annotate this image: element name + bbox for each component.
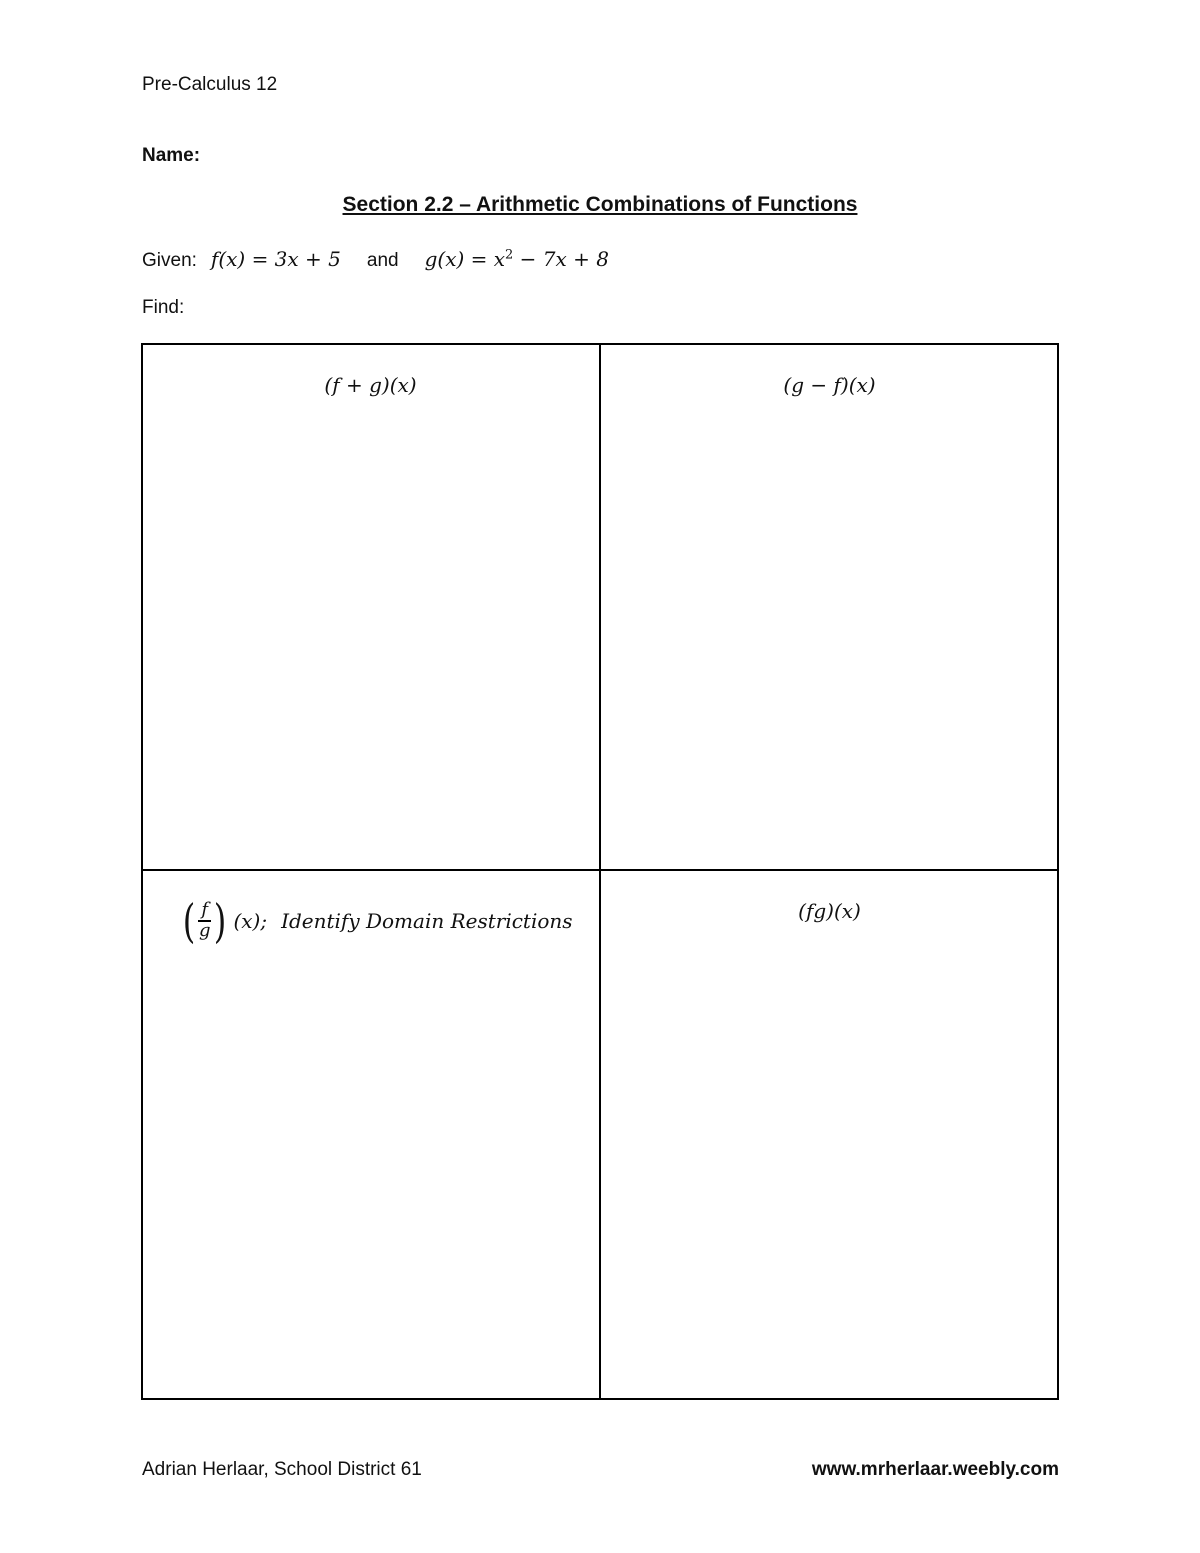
footer-author: Adrian Herlaar, School District 61 bbox=[142, 1459, 422, 1480]
domain-restrictions-note: Identify Domain Restrictions bbox=[281, 909, 573, 933]
quotient-denominator: g bbox=[198, 920, 211, 941]
find-label: Find: bbox=[142, 297, 185, 318]
quotient-close-paren: ) bbox=[214, 894, 227, 948]
grid-vertical-divider bbox=[599, 343, 601, 1400]
cell-difference-label: (g − f)(x) bbox=[783, 373, 876, 397]
f-definition: f(x) = 3x + 5 bbox=[210, 247, 341, 271]
quotient-numerator: f bbox=[198, 901, 211, 922]
course-name: Pre-Calculus 12 bbox=[142, 74, 278, 95]
cell-product-label: (fg)(x) bbox=[798, 899, 861, 923]
given-label: Given: bbox=[142, 250, 197, 271]
and-connector: and bbox=[366, 250, 399, 271]
cell-sum-label: (f + g)(x) bbox=[324, 373, 417, 397]
g-definition-right: − 7x + 8 bbox=[513, 247, 610, 271]
g-definition bbox=[425, 247, 609, 271]
quotient-fraction bbox=[196, 901, 214, 941]
name-label: Name: bbox=[142, 145, 201, 166]
grid-horizontal-divider bbox=[141, 869, 1059, 871]
quotient-argument: (x); bbox=[233, 909, 268, 933]
cell-quotient-label bbox=[180, 894, 573, 948]
given-row bbox=[142, 247, 609, 272]
g-definition-exponent: 2 bbox=[505, 247, 514, 263]
page-title: Section 2.2 – Arithmetic Combinations of Functions bbox=[342, 193, 858, 216]
g-definition-left: g(x) = x bbox=[424, 247, 506, 271]
quotient-open-paren: ( bbox=[182, 894, 196, 948]
footer-website-link[interactable]: www.mrherlaar.weebly.com bbox=[811, 1459, 1059, 1480]
